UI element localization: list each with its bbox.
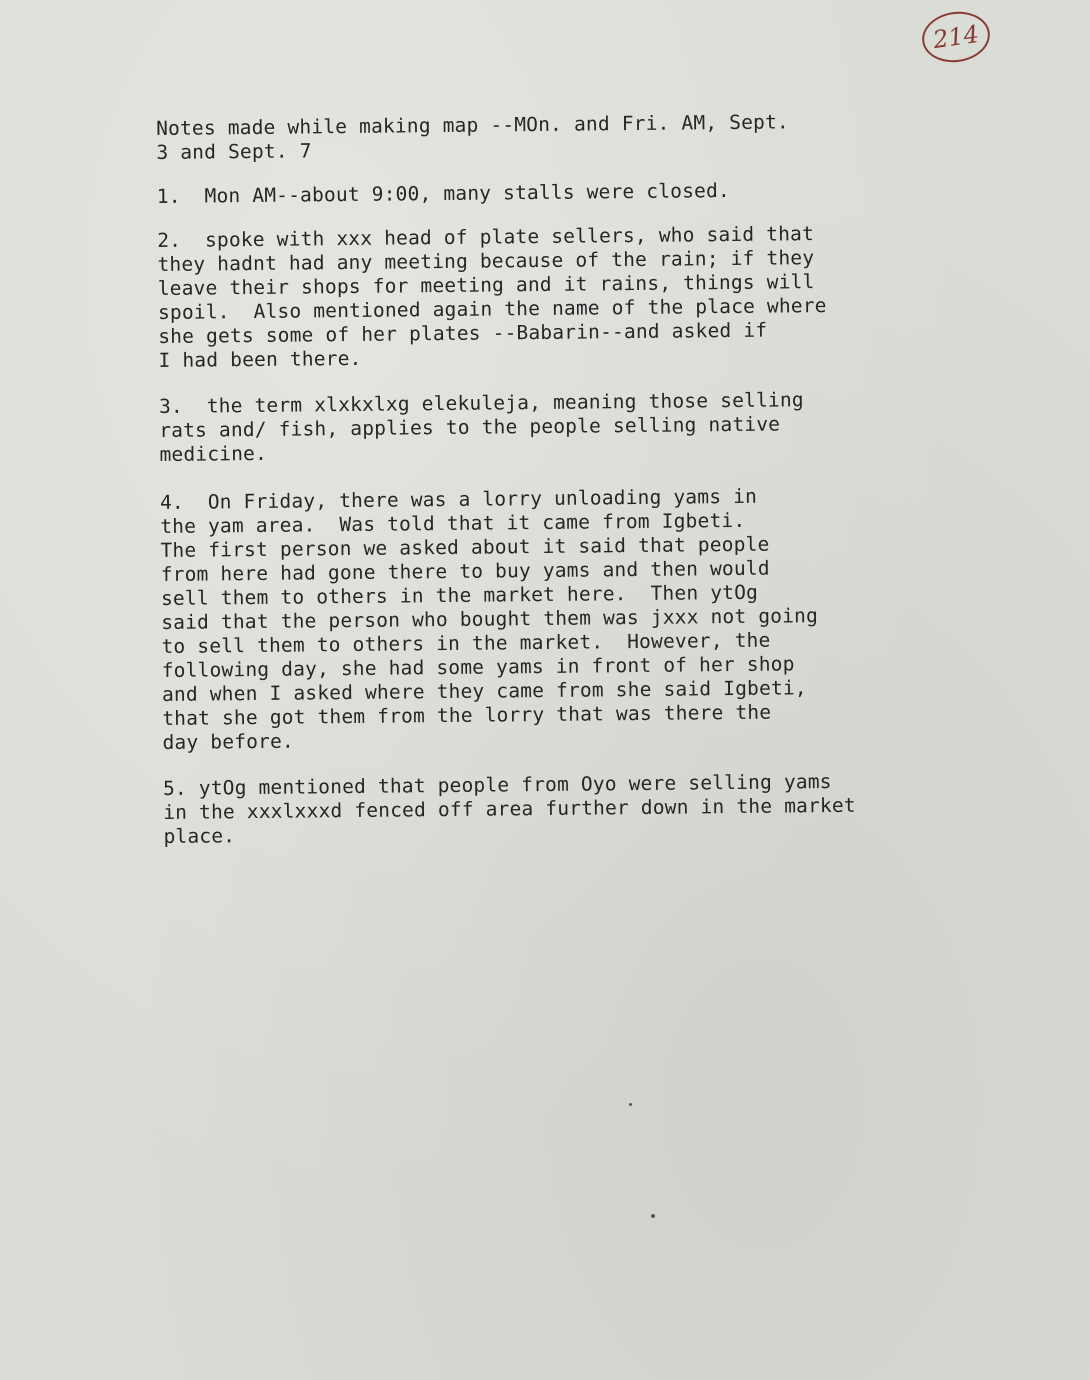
page-number-circled: 214 bbox=[919, 8, 993, 67]
note-line: the yam area. Was told that it came from Igbeti. bbox=[160, 508, 746, 538]
note-line: said that the person who bought them was jxxx not going bbox=[161, 604, 819, 634]
paper-speck bbox=[651, 1214, 655, 1218]
note-4 bbox=[160, 482, 1023, 755]
title-line: Notes made while making map --MOn. and Fri. AM, Sept. bbox=[156, 110, 790, 140]
note-2 bbox=[157, 220, 1018, 373]
note-line: to sell them to others in the market. However, the bbox=[161, 628, 771, 658]
note-3 bbox=[159, 386, 1020, 467]
note-line: 2. spoke with xxx head of plate sellers, who said that bbox=[157, 222, 815, 252]
note-line: I had been there. bbox=[158, 346, 362, 372]
note-line: they hadnt had any meeting because of the rain; if they bbox=[157, 246, 815, 276]
note-line: day before. bbox=[162, 729, 295, 754]
note-line: 1. Mon AM--about 9:00, many stalls were closed. bbox=[156, 178, 731, 208]
document-title bbox=[156, 108, 1016, 165]
note-line: 4. On Friday, there was a lorry unloading yams in bbox=[159, 484, 758, 514]
note-line: 5. ytOg mentioned that people from Oyo were selling yams bbox=[162, 769, 832, 800]
note-line: following day, she had some yams in front of her shop bbox=[161, 652, 795, 682]
note-line: that she got them from the lorry that was there the bbox=[162, 700, 772, 730]
note-line: leave their shops for meeting and it rains, things will bbox=[157, 270, 815, 300]
note-line: 3. the term xlxkxlxg elekuleja, meaning those selling bbox=[158, 388, 804, 418]
note-line: rats and/ fish, applies to the people selling native bbox=[159, 412, 781, 442]
note-1 bbox=[157, 176, 1017, 209]
note-line: from here had gone there to buy yams and then would bbox=[160, 556, 770, 586]
note-line: place. bbox=[163, 824, 236, 848]
note-5 bbox=[163, 768, 1024, 849]
note-line: medicine. bbox=[159, 441, 268, 466]
paper-speck bbox=[629, 1103, 632, 1106]
typed-notes bbox=[156, 108, 1024, 872]
note-line: and when I asked where they came from she said Igbeti, bbox=[161, 676, 807, 706]
title-line: 3 and Sept. 7 bbox=[156, 139, 312, 164]
note-line: sell them to others in the market here. Then ytOg bbox=[160, 580, 759, 610]
note-line: spoil. Also mentioned again the name of the place where bbox=[157, 293, 827, 324]
note-line: she gets some of her plates --Babarin--and asked if bbox=[158, 318, 768, 348]
note-line: in the xxxlxxxd fenced off area further down in the market bbox=[163, 793, 856, 824]
note-line: The first person we asked about it said that people bbox=[160, 532, 770, 562]
